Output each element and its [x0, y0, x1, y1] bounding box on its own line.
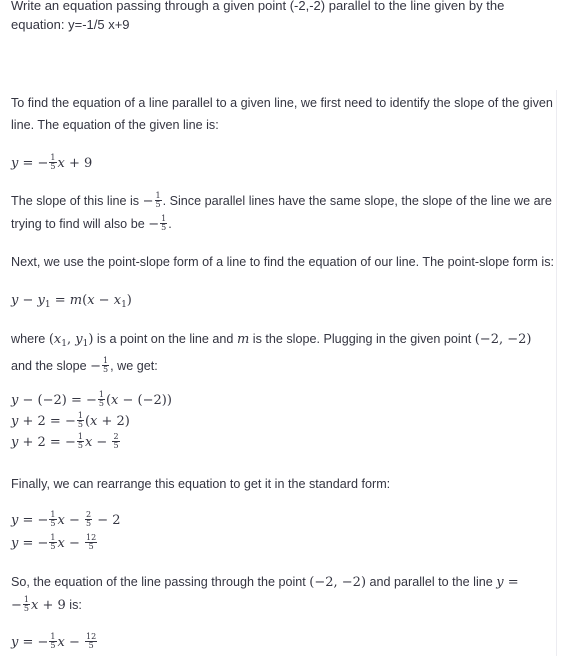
equation-step-3: y + 2 = − $\frac{1}{5}$ x − $\frac{2}{5}$ [11, 432, 119, 450]
equation-final-answer: y = − $\frac{1}{5}$ x − $\frac{12}{5}$ [11, 632, 97, 650]
equation-point-slope-form: $y - y_1 = m(x - x_1)$ [11, 293, 132, 310]
answer-paragraph-substitution: where ($x_1$, $y_1$) is a point on the line and m is the slope. Plugging in the given point (−2, −2) and the slope − $\frac{1}{5}$ , we get: [11, 332, 532, 374]
answer-paragraph-point-slope: Next, we use the point-slope form of a line to find the equation of our line. The point-slope form is: [11, 255, 555, 269]
answer-paragraph-intro: To find the equation of a line parallel to a given line, we first need to identify the slope of the given line. The equation of the given line is: [11, 96, 553, 132]
equation-step-4: y = − $\frac{1}{5}$ x − $\frac{2}{5}$ − 2 [11, 510, 121, 528]
scrollbar-track [556, 90, 557, 656]
equation-given-line: y = − $\frac{1}{5}$ x + 9 [11, 153, 93, 171]
answer-paragraph-rearrange: Finally, we can rearrange this equation to get it in the standard form: [11, 477, 391, 491]
equation-step-2: y + 2 = − $\frac{1}{5}$ (x + 2) [11, 411, 130, 429]
answer-paragraph-conclusion: So, the equation of the line passing through the point (−2, −2) and parallel to the line y = − $\frac{1}{5}$ x + 9 is: [11, 575, 519, 613]
user-prompt [11, 0, 556, 34]
answer-paragraph-slope: The slope of this line is − $\frac{1}{5}$ . Since parallel lines have the same slope, the slope of the line we are trying to find will also be − $\frac{1}{5}$ . [11, 191, 552, 232]
equation-step-1: y − (−2) = − $\frac{1}{5}$ (x − (−2)) [11, 390, 172, 408]
equation-step-5: y = − $\frac{1}{5}$ x − $\frac{12}{5}$ [11, 533, 97, 551]
prompt-text: Write an equation passing through a given point (-2,-2) parallel to the line given by the equation: y=-1/5 x+9 [11, 0, 505, 32]
